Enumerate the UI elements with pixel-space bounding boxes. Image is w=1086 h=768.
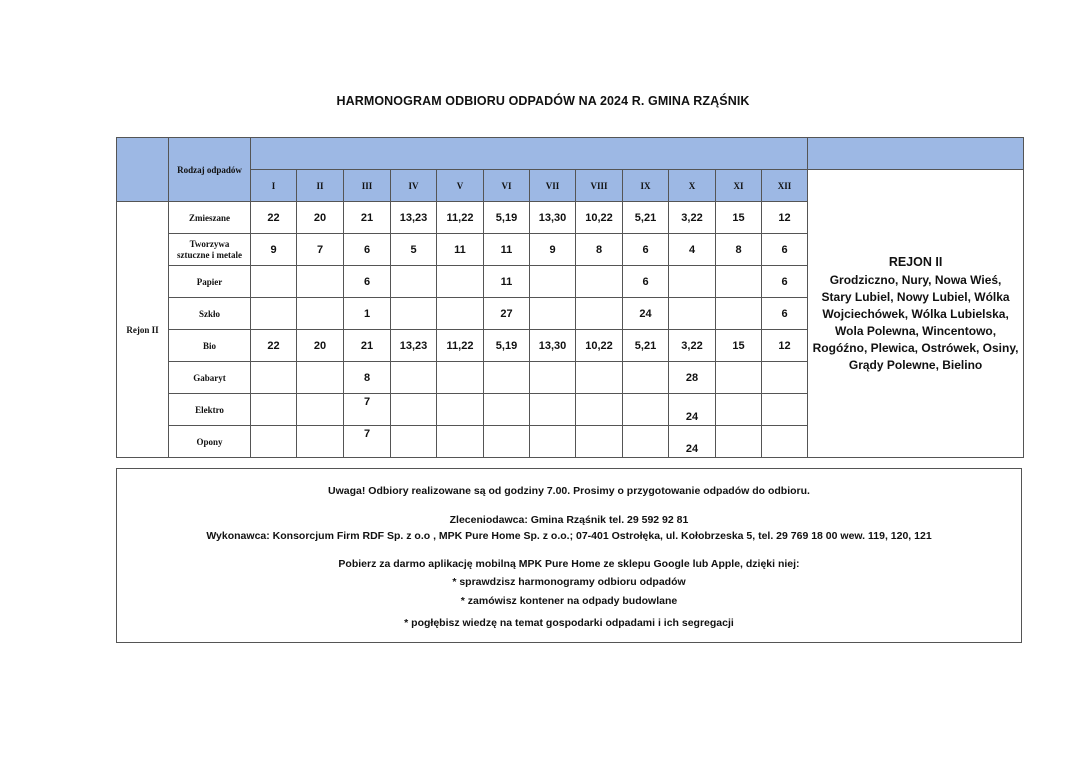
table-cell: 9: [530, 234, 576, 266]
region-villages-line: Grodziczno, Nury, Nowa Wieś,: [829, 272, 1002, 287]
table-cell: 11: [437, 234, 484, 266]
table-cell: 27: [484, 298, 530, 330]
table-cell: [762, 426, 808, 458]
notes-box: [116, 468, 1022, 643]
table-cell: 10,22: [576, 202, 623, 234]
table-cell: 6: [344, 266, 391, 298]
app-feature-item: * pogłębisz wiedzę na temat gospodarki odpadami i ich segregacji: [404, 617, 734, 629]
table-cell: 7: [344, 426, 391, 458]
table-cell: 20: [297, 202, 344, 234]
month-header: II: [297, 170, 344, 202]
table-cell: [576, 362, 623, 394]
table-cell: 24: [669, 394, 716, 426]
waste-type-label: Bio: [169, 330, 251, 362]
table-cell: [576, 394, 623, 426]
waste-type-label-line: Tworzywa: [189, 238, 230, 249]
table-cell: [437, 298, 484, 330]
table-cell: 6: [623, 266, 669, 298]
table-cell: [716, 298, 762, 330]
month-header: VIII: [576, 170, 623, 202]
region-villages-line: Wola Polewna, Wincentowo,: [835, 323, 997, 338]
document-title: HARMONOGRAM ODBIORU ODPADÓW NA 2024 R. GMINA RZĄŚNIK: [336, 94, 750, 108]
table-cell: 8: [344, 362, 391, 394]
waste-type-header: Rodzaj odpadów: [169, 138, 251, 202]
table-cell: [484, 394, 530, 426]
region-villages-line: Wojciechówek, Wólka Lubielska,: [822, 306, 1009, 321]
table-cell: 6: [762, 266, 808, 298]
table-cell: 1: [344, 298, 391, 330]
table-cell: 5: [391, 234, 437, 266]
table-cell: [391, 266, 437, 298]
months-row: [117, 170, 1024, 202]
table-cell: 24: [669, 426, 716, 458]
table-cell: [437, 426, 484, 458]
table-cell: 8: [716, 234, 762, 266]
table-cell: [716, 266, 762, 298]
table-cell: [716, 426, 762, 458]
table-cell: [391, 394, 437, 426]
table-cell: 6: [623, 234, 669, 266]
month-header: I: [251, 170, 297, 202]
table-cell: [484, 362, 530, 394]
waste-type-label: Opony: [169, 426, 251, 458]
table-cell: [297, 426, 344, 458]
table-cell: 22: [251, 202, 297, 234]
table-cell: [623, 394, 669, 426]
table-cell: [716, 362, 762, 394]
table-cell: 4: [669, 234, 716, 266]
waste-type-label: Szkło: [169, 298, 251, 330]
region-villages-line: Grądy Polewne, Bielino: [848, 357, 983, 372]
table-cell: 11,22: [437, 330, 484, 362]
table-cell: [297, 394, 344, 426]
table-cell: 6: [762, 298, 808, 330]
waste-type-label: [169, 234, 251, 266]
table-cell: [251, 362, 297, 394]
table-cell: [530, 426, 576, 458]
table-cell: [391, 362, 437, 394]
table-cell: [297, 266, 344, 298]
table-cell: [297, 362, 344, 394]
table-cell: [530, 298, 576, 330]
app-feature-item: * zamówisz kontener na odpady budowlane: [460, 595, 678, 607]
month-header: X: [669, 170, 716, 202]
client-info: Zleceniodawca: Gmina Rząśnik tel. 29 592 92 81: [449, 514, 689, 526]
table-cell: [623, 362, 669, 394]
waste-type-label-line: sztuczne i metale: [177, 249, 242, 260]
table-cell: [391, 426, 437, 458]
table-cell: 13,30: [530, 330, 576, 362]
table-cell: 6: [762, 234, 808, 266]
table-cell: 8: [576, 234, 623, 266]
table-cell: 12: [762, 330, 808, 362]
schedule-table: [116, 137, 1024, 458]
corner-cell: [117, 138, 169, 202]
waste-type-label: Zmieszane: [169, 202, 251, 234]
table-cell: 10,22: [576, 330, 623, 362]
waste-type-label: Elektro: [169, 394, 251, 426]
table-cell: 3,22: [669, 330, 716, 362]
table-cell: 5,19: [484, 202, 530, 234]
table-cell: 22: [251, 330, 297, 362]
table-cell: [437, 362, 484, 394]
table-cell: [669, 266, 716, 298]
table-cell: 13,23: [391, 330, 437, 362]
month-header: XI: [716, 170, 762, 202]
table-cell: 21: [344, 330, 391, 362]
header-top-row: [117, 138, 1024, 170]
table-cell: 5,21: [623, 202, 669, 234]
table-cell: 11: [484, 266, 530, 298]
table-cell: [530, 362, 576, 394]
region-label: Rejon II: [117, 202, 169, 458]
table-cell: [484, 426, 530, 458]
collection-time-notice: Uwaga! Odbiory realizowane są od godziny 7.00. Prosimy o przygotowanie odpadów do odbioru.: [328, 485, 810, 497]
region-title: REJON II: [888, 254, 943, 269]
table-cell: [576, 298, 623, 330]
month-header: VI: [484, 170, 530, 202]
table-cell: 6: [344, 234, 391, 266]
month-header: VII: [530, 170, 576, 202]
table-cell: [251, 266, 297, 298]
table-cell: 11,22: [437, 202, 484, 234]
table-cell: [669, 298, 716, 330]
table-cell: [762, 362, 808, 394]
table-cell: 7: [297, 234, 344, 266]
table-cell: 12: [762, 202, 808, 234]
table-cell: 15: [716, 202, 762, 234]
table-cell: 7: [344, 394, 391, 426]
table-cell: [576, 266, 623, 298]
table-cell: [391, 298, 437, 330]
table-cell: 13,30: [530, 202, 576, 234]
table-cell: 20: [297, 330, 344, 362]
table-cell: 5,21: [623, 330, 669, 362]
app-promo: Pobierz za darmo aplikację mobilną MPK Pure Home ze sklepu Google lub Apple, dzięki niej:: [338, 558, 800, 570]
table-cell: [530, 266, 576, 298]
table-cell: [251, 426, 297, 458]
month-header: V: [437, 170, 484, 202]
table-cell: 21: [344, 202, 391, 234]
region-header-band: [808, 138, 1024, 170]
table-cell: [297, 298, 344, 330]
table-cell: [251, 394, 297, 426]
region-villages-line: Rogóźno, Plewica, Ostrówek, Osiny,: [812, 340, 1019, 355]
months-band: [251, 138, 808, 170]
contractor-info: Wykonawca: Konsorcjum Firm RDF Sp. z o.o , MPK Pure Home Sp. z o.o.; 07-401 Ostrołęka, ul. Kołobrzeska 5, tel. 29 769 18 00 wew. 119, 120, 121: [206, 530, 932, 542]
table-cell: [716, 394, 762, 426]
table-cell: 13,23: [391, 202, 437, 234]
table-cell: 5,19: [484, 330, 530, 362]
table-cell: 11: [484, 234, 530, 266]
table-cell: 9: [251, 234, 297, 266]
waste-type-label: Papier: [169, 266, 251, 298]
month-header: III: [344, 170, 391, 202]
table-cell: [437, 394, 484, 426]
region-villages-line: Stary Lubiel, Nowy Lubiel, Wólka: [821, 289, 1010, 304]
table-cell: [623, 426, 669, 458]
app-feature-item: * sprawdzisz harmonogramy odbioru odpadów: [452, 576, 686, 588]
waste-type-label: Gabaryt: [169, 362, 251, 394]
table-cell: [576, 426, 623, 458]
table-cell: [251, 298, 297, 330]
month-header: IX: [623, 170, 669, 202]
month-header: IV: [391, 170, 437, 202]
month-header: XII: [762, 170, 808, 202]
table-cell: [530, 394, 576, 426]
table-cell: 24: [623, 298, 669, 330]
table-cell: [762, 394, 808, 426]
table-cell: 15: [716, 330, 762, 362]
table-cell: 3,22: [669, 202, 716, 234]
table-cell: 28: [669, 362, 716, 394]
table-cell: [437, 266, 484, 298]
region-description-cell: [808, 170, 1024, 458]
